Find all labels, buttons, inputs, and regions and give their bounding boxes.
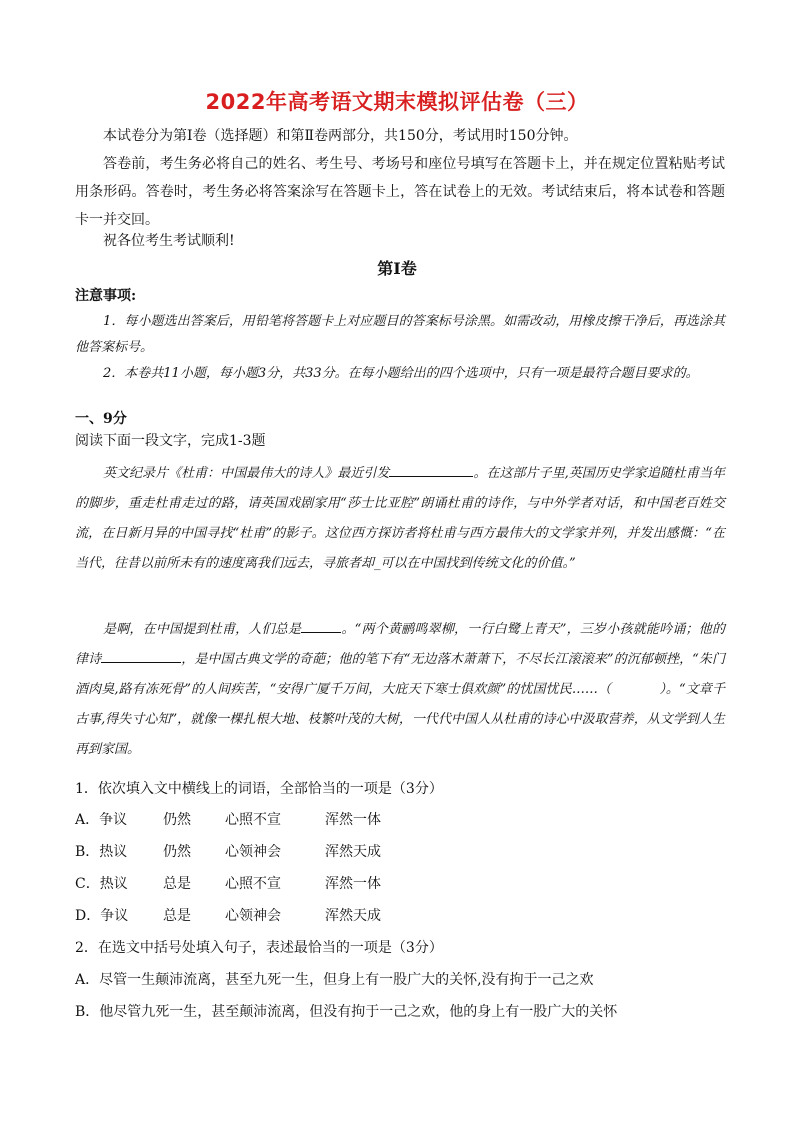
intro-line-1: 本试卷分为第Ⅰ卷（选择题）和第Ⅱ卷两部分，共150分，考试用时150分钟。 bbox=[103, 128, 578, 144]
option-word: 心照不宣 bbox=[225, 812, 281, 828]
question-2-option-b: B．他尽管九死一生，甚至颠沛流离，但没有拘于一己之欢，他的身上有一股广大的关怀 bbox=[75, 1004, 618, 1020]
option-word: 仍然 bbox=[163, 844, 191, 860]
intro-line-2: 答卷前，考生务必将自己的姓名、考生号、考场号和座位号填写在答题卡上，并在规定位置粘贴考试用条形码。答卷时，考生务必将答案涂写在答题卡上，答在试卷上的无效。考试结束后，将本试卷和答题卡一并交回。 bbox=[75, 156, 725, 228]
notice-title: 注意事项: bbox=[75, 288, 137, 304]
option-word: 浑然一体 bbox=[325, 876, 381, 892]
option-word: 心照不宣 bbox=[225, 876, 281, 892]
option-word: 心领神会 bbox=[225, 908, 281, 924]
option-word: 总是 bbox=[163, 876, 191, 892]
option-word: 浑然一体 bbox=[325, 812, 381, 828]
passage-text: 是啊，在中国提到杜甫，人们总是 bbox=[103, 622, 302, 637]
option-word: 仍然 bbox=[163, 812, 191, 828]
passage-text: ）。“文章千古事,得失寸心知”，就像一棵扎根大地、枝繁叶茂的大树，一代代中国人从杜甫的诗心中汲取营养，从文学到人生再到家国。 bbox=[75, 682, 725, 757]
question-1-option-b bbox=[75, 842, 445, 862]
passage-text: 英文纪录片《杜甫：中国最伟大的诗人》最近引发 bbox=[103, 466, 390, 481]
passage-text: 。“两个黄鹂鸣翠柳，一行白鹭上青天”，三岁小孩就能吟诵；他的律诗 bbox=[75, 622, 725, 667]
question-2-option-a: A．尽管一生颠沛流离，甚至九死一生，但身上有一股广大的关怀,没有拘于一己之欢 bbox=[75, 972, 594, 988]
part-instruction: 阅读下面一段文字，完成1-3题 bbox=[75, 433, 266, 449]
option-word: 总是 bbox=[163, 908, 191, 924]
fill-blank-2 bbox=[301, 618, 341, 633]
passage-text: 。在这部片子里,英国历史学家追随杜甫当年的脚步，重走杜甫走过的路，请英国戏剧家用“莎士比亚腔”朗诵杜甫的诗作，与中外学者对话，和中国老百姓交流，在日新月异的中国寻找“杜甫”的影子。这位西方探访者将杜甫与西方最伟大的文学家并列，并发出感慨：“在当代，往昔以前所未有的速度离我们远去，寻旅者却_可以在中国找到传统文化的价值。” bbox=[75, 466, 725, 571]
passage-text: ，是中国古典文学的奇葩；他的笔下有“无边落木萧萧下，不尽长江滚滚来”的沉郁顿挫，“朱门酒肉臭,路有冻死骨”的人间疾苦，“安得广厦千万间，大庇天下寒士俱欢颜”的忧国忧民……（ bbox=[75, 652, 725, 697]
option-word: B．热议 bbox=[75, 844, 128, 860]
option-word: D．争议 bbox=[75, 908, 129, 924]
question-1-option-d bbox=[75, 906, 445, 926]
option-word: A．争议 bbox=[75, 812, 128, 828]
option-word: 浑然天成 bbox=[325, 844, 381, 860]
question-2-stem: 2．在选文中括号处填入句子，表述最恰当的一项是（3分） bbox=[75, 940, 443, 956]
question-1-option-a bbox=[75, 810, 445, 830]
passage-paragraph-1 bbox=[75, 459, 725, 579]
intro-line-3: 祝各位考生考试顺利! bbox=[103, 233, 235, 249]
option-word: 浑然天成 bbox=[325, 908, 381, 924]
notice-item-2: 2．本卷共11小题，每小题3分，共33分。在每小题给出的四个选项中，只有一项是最符合题目要求的。 bbox=[103, 366, 699, 381]
section-title: 第Ⅰ卷 bbox=[377, 259, 417, 278]
question-1-option-c bbox=[75, 874, 445, 894]
fill-blank-3 bbox=[101, 648, 181, 663]
option-word: 心领神会 bbox=[225, 844, 281, 860]
part-label: 一、9分 bbox=[75, 411, 127, 427]
passage-paragraph-2 bbox=[75, 615, 725, 765]
fill-blank-1 bbox=[389, 462, 473, 477]
notice-item-1: 1．每小题选出答案后，用铅笔将答题卡上对应题目的答案标号涂黑。如需改动，用橡皮擦干净后，再选涂其他答案标号。 bbox=[75, 314, 725, 355]
question-1-stem: 1．依次填入文中横线上的词语，全部恰当的一项是（3分） bbox=[75, 781, 443, 797]
option-word: C．热议 bbox=[75, 876, 128, 892]
exam-title: 2022年高考语文期末模拟评估卷（三） bbox=[205, 90, 589, 114]
